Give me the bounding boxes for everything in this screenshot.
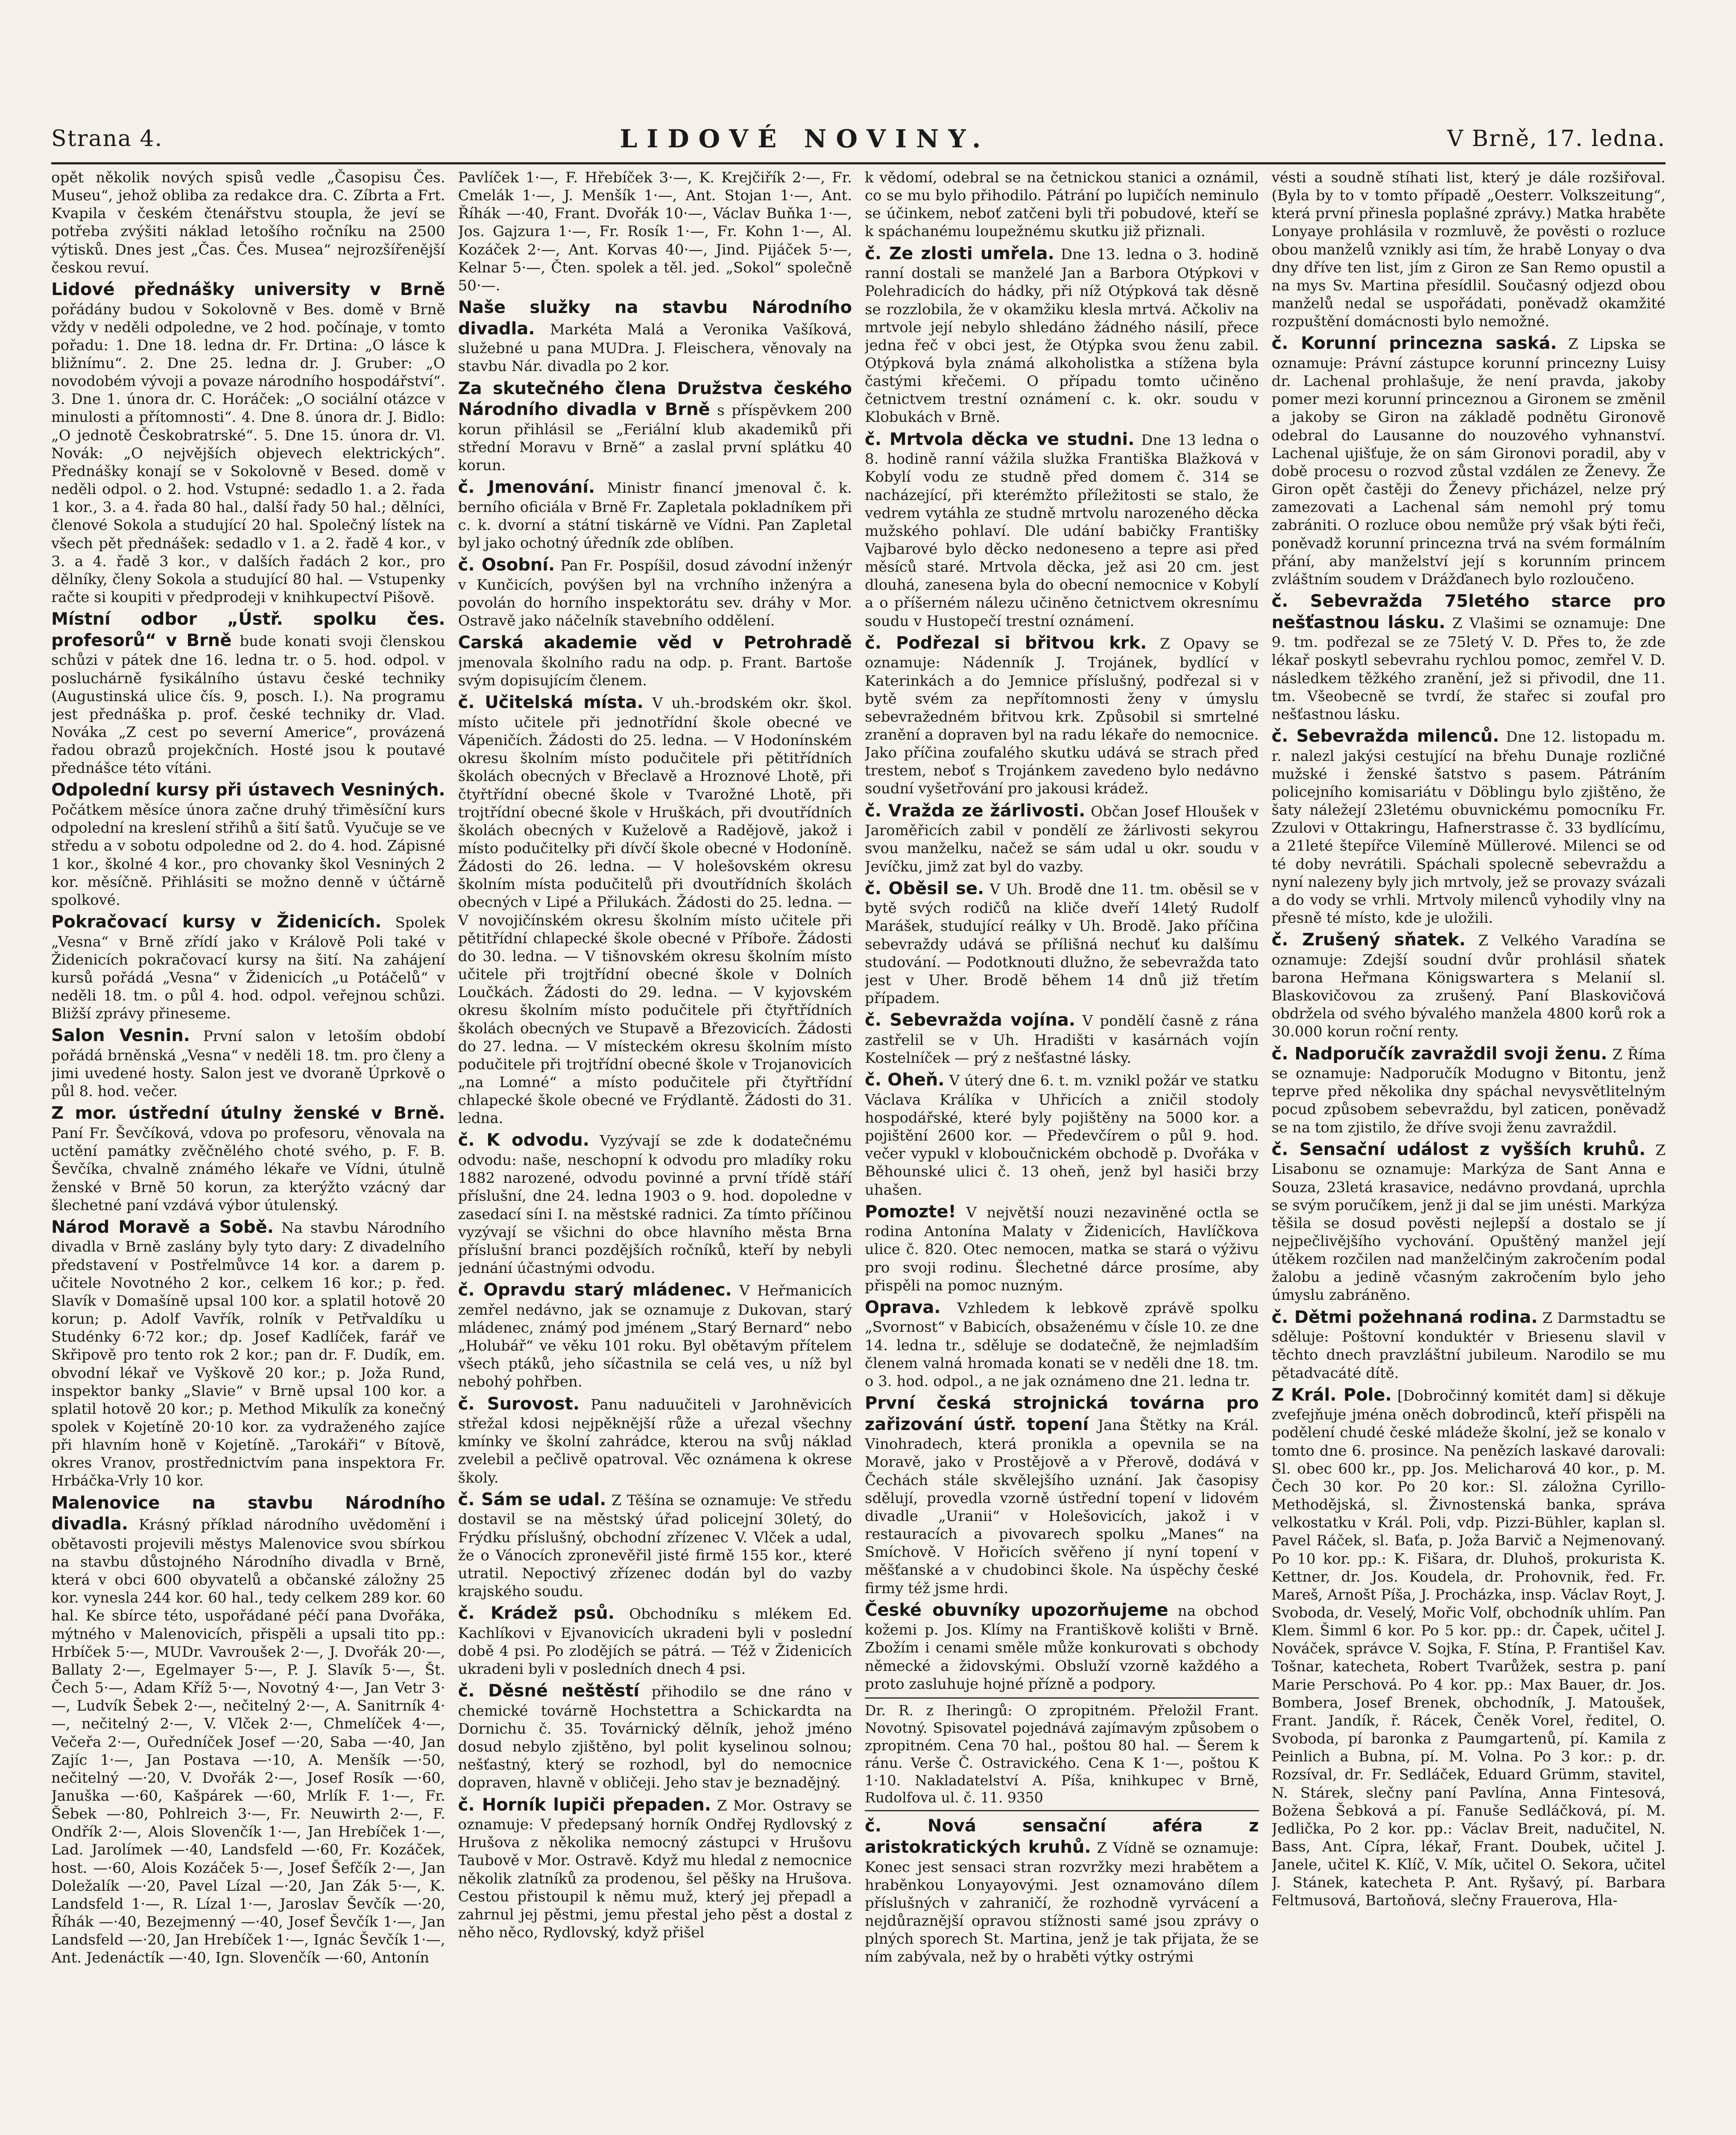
- article: [458, 1489, 852, 1600]
- article: [458, 1280, 852, 1391]
- article: [865, 1816, 1259, 1966]
- article: [458, 1795, 852, 1942]
- article-heading: Salon Vesnin.: [51, 1026, 190, 1046]
- article-heading: č. Krádež psů.: [458, 1603, 615, 1623]
- article: [458, 297, 852, 376]
- article-body: jmenovala školního radu na odp. p. Frant. Bartoše svým dopisujícím členem.: [458, 654, 852, 690]
- article: [865, 1600, 1259, 1693]
- article: [865, 429, 1259, 630]
- article: [865, 633, 1259, 798]
- article-body: na obchod kožemi p. Jos. Klímy na Františkově kolišti v Brně. Zbožím i cenami směle může konkurovati s obchody německé a židovskými. Obsluží vzorně každého a proto zasluhuje hojné přízně a podpory.: [865, 1602, 1259, 1693]
- article-heading: č. Sebevražda milenců.: [1271, 726, 1499, 746]
- article: [51, 1025, 445, 1100]
- article: [1272, 1385, 1666, 1910]
- article: [865, 169, 1259, 241]
- article-heading: Místní odbor „Ústř. spolku čes. profesorů“ v Brně: [51, 609, 445, 650]
- article: [1272, 726, 1666, 927]
- article: [458, 632, 852, 690]
- article: [458, 1681, 852, 1792]
- article-body: Vyzývají se zde k dodatečnému odvodu: naše, neschopní k odvodu pro mladíky roku 1882 narozené, odvodu povinné a první třídě stáří příslušní, dne 24. ledna 1903 o 9. hod. dopoledne v zasedací síni I. na městské radnici. Za tímto příčinou vyzývají se všichni do obce hlavního města Brna příslušní branci pozdějších ročníků, kteří by nebyli jednání účastnými odvodu.: [458, 1132, 852, 1277]
- article-body: k vědomí, odebral se na četnickou stanici a oznámil, co se mu bylo přihodilo. Pátrání po lupičích neminulo se účinkem, neboť zatčeni byli tři pobudové, kteří se k spáchanému loupežnému skutku již přiznali.: [865, 169, 1259, 240]
- article: [865, 1297, 1259, 1390]
- article-body: Z Velkého Varadína se oznamuje: Zdejší soudní dvůr prohlásil sňatek barona Heřmana Königswartera s Melanií sl. Blaskovičovou za zrušený. Paní Blaskovičová obdržela od svého bývalého manžela 4800 korů rok a 30.000 korun roční renty.: [1271, 932, 1666, 1041]
- article-body: opět několik nových spisů vedle „Časopisu Čes. Museu“, jehož obliba za redakce dra. C. Zíbrta a Frt. Kvapila v českém čtenářstvu stoupla, že jeví se potřeba zvýšiti náklad letošího ročníku na 2500 výtisků. Dnes jest „Čas. Čes. Musea“ nejrozšířenější českou revuí.: [51, 169, 445, 276]
- article-body: V pondělí časně z rána zastřelil se v Uh. Hradišti v kasárnách vojín Kostelníček — prý z nešťastné lásky.: [865, 1012, 1259, 1067]
- article-heading: č. Sám se udal.: [458, 1489, 606, 1509]
- article-body: s příspěvkem 200 korun přihlásil se „Feriální klub akademiků při střední Moravu v Brně“ a zaslal první splátku 40 korun.: [458, 402, 852, 474]
- article-heading: č. Učitelská místa.: [458, 693, 644, 713]
- article-body: Dne 12. listopadu m. r. nalezl jakýsi cestující na břehu Dunaje rozličné mužské i ženské šatstvo s pasem. Pátráním policejního komisariátu v Döblingu bylo zjištěno, že šaty náležejí 23letému obuvnickému pomocníku Fr. Zzulovi v Ottakringu, Hafnerstrasse č. 33 bydlícímu, a 21leté štepířce Vilemíně Müllerové. Milenci se od té doby nevrátili. Spáchali spolecně sebevraždu a nyní nalezeny byly jich mrtvoly, jež se provazy svázali a do vody se vrhli. Mrtvoly milenců vyhodily vlny na přesně té místo, kde je uložili.: [1271, 728, 1666, 927]
- header-rule: [51, 162, 1666, 164]
- article: [865, 801, 1259, 876]
- article-body: V uh.-brodském okr. škol. místo učitele při jednotřídní škole obecné ve Vápeničích. Žádosti do 25. ledna. — V Hodonínském okresu školním místo podučitele při pětitřídních školách obecných v Břeclavě a Hroznové Lhotě, při čtyřtřídní obecné škole v Tvarožné Lhotě, při trojtřídní obecné škole v Hruškách, při dvoutřídních školách obecných v Kuželově a Radějově, jakož i místo podučitelky při dívčí škole obecné v Hodoníně. Žádosti do 26. ledna. — V holešovském okresu školním místa podučitelů při dvoutřídních školách obecných v Lipé a Přilukách. Žádosti do 25. ledna. — V novojičínském okresu školním místo učitele při pětitřídní chlapecké škole obecné v Příboře. Žádosti do 30. ledna. — V tišnovském okresu školním místo učitele při trojtřídní obecné škole v Dolních Loučkách. Žádosti do 29. ledna. — V kyjovském okresu školním místo podučitele při čtyřtřídních školách obecných ve Stupavě a Březovicích. Žádosti do 27. ledna. — V místeckém okresu školním místo podučitele při trojtřídní obecné škole v Trojanovicích „na Lomné“ a místo podučitele při čtyřtřídní chlapecké škole obecné ve Frýdlantě. Žádosti do 31. ledna.: [458, 695, 852, 1127]
- article: [1272, 169, 1666, 330]
- article-body: V úterý dne 6. t. m. vznikl požár ve statku Václava Králíka v Uhřicích a zničil stodoly hospodářské, které byly pojištěny na 5000 kor. a pojištění 2600 kor. — Předevčírem o půl 9. hod. večer vypukl v kloboučnickém obchodě p. Dvořáka v Běhounské ulici č. 13 oheň, jenž byl hasiči brzy uhašen.: [865, 1072, 1259, 1199]
- article-heading: č. Dětmi požehnaná rodina.: [1271, 1307, 1538, 1327]
- article-heading: První česká strojnická továrna pro zařizování ústř. topení: [865, 1393, 1259, 1434]
- article: [51, 169, 445, 277]
- article-body: Panu naduučiteli v Jarohněvicích střežal kdosi nejpěknější růže a uřezal všechny kmínky ve školní zahrádce, kterou na svůj náklad zvelebil a pečlivě opatroval. Věc oznámena k okrese školy.: [458, 1396, 852, 1486]
- article-body: Z Lisabonu se oznamuje: Markýza de Sant Anna e Souza, 23letá krasavice, nedávno provdaná, uprchla se svým poručíkem, jenž ji dal se jim unésti. Markýza těšila se dosud pověsti nejlepší a dostalo se jí nejpečlivějšího vychování. Opuštěný manžel její útěkem rozčilen nad manželčiným zakročením podal žalobu a jedině včasným zakročením bylo jeho úmyslu zabráněno.: [1271, 1141, 1666, 1304]
- article-body: Spolek „Vesna“ v Brně zřídí jako v Králově Poli také v Židenicích pokračovací kursy na šití. Na zahájení kursů pořádá „Vesna“ v Židenicích „u Potáčelů“ v neděli 18. tm. o půl 4. hod. odpol. veřejnou schůzi. Bližší zprávy přineseme.: [51, 914, 445, 1023]
- article: [865, 878, 1259, 1008]
- article-heading: č. Opravdu starý mládenec.: [458, 1280, 732, 1300]
- article-body: Paní Fr. Ševčíková, vdova po profesoru, věnovala na uctění památky zvěčnělého choté svého, p. F. B. Ševčíka, chvalně známého lékaře ve Vídni, útulně ženské v Brně 50 korun, za kterýžto vzácný dar šlechetné paní vzdává výbor útulenský.: [51, 1125, 445, 1214]
- article-body: Dne 13. ledna o 3. hodině ranní dostali se manželé Jan a Barbora Otýpkovi v Polehradicích do hádky, při níž Otýpková tak děsně se rozzlobila, že v okamžiku klesla mrtvá. Ačkoliv na mrtvole její nebylo shledáno žádného násilí, přece jedna řeč v obci jest, že Otýpka svou ženu zabil. Otýpková byla známá alkoholistka a stížena byla častými křečemi. O případu tomto učiněno četnictvem trestní oznámení c. k. okr. soudu v Klobukách v Brně.: [865, 246, 1259, 426]
- article: [51, 780, 445, 909]
- article: [458, 477, 852, 552]
- article-heading: č. Surovost.: [458, 1394, 580, 1414]
- article-body: Občan Josef Hloušek v Jaroměřicích zabil v pondělí ze žárlivosti sekyrou svou manželku, načež se sám udal u okr. soudu v Jevíčku, jimž zat byl do vazby.: [865, 803, 1259, 875]
- article-heading: č. Oheň.: [865, 1070, 945, 1090]
- article: [1272, 591, 1666, 723]
- article-heading: č. Zrušený sňatek.: [1271, 930, 1466, 950]
- article: [458, 1130, 852, 1277]
- article-body: Z Mor. Ostravy se oznamuje: V předepsaný horník Ondřej Rydlovský z Hrušova z několika nemocný zástupci v Hrušovu Taubově v Mor. Ostravě. Když mu hledal z nemocnice několik zlatníků za prodenou, šel pěšky na Hrušova. Cestou přistoupil k němu muž, který jej přepadl a zahrnul jej pěstmi, jemu přestal jeho pěst a dostal z něho něco, Rydlovský, když přišel: [458, 1797, 852, 1942]
- article: [51, 279, 445, 606]
- article-body: vésti a soudně stíhati list, který je dále rozšiřoval. (Byla by to v tomto případě „Oesterr. Volkszeitung“, která první přinesla poplašné zprávy.) Matka hraběte Lonyaye prohlásila v rozmluvě, že pověsti o rozluce obou manželů vznikly asi tím, že hrabě Lonyay o dva dny dříve ten list, jím z Giron ze San Remo opustil a na mys Sv. Martina přesídlil. Současný odjezd obou manželů nedal se uspořádati, poněvadž okamžité rozpuštění domácnosti bylo nemožné.: [1271, 169, 1666, 330]
- article-heading: České obuvníky upozorňujeme: [865, 1600, 1168, 1620]
- article-body: [Dobročinný komitét dam] si děkuje zvefejňuje jména oněch dobrodinců, kteří přispěli na podělení chudé české mládeže školní, jež se konalo v tomto dne 6. prosince. Na penězích laskavé darovali: Sl. obec 600 kr., pp. Jos. Melicharová 40 kor., p. M. Čech 30 kor. Po 20 kor.: Sl. záložna Cyrillo-Methodějská, sl. Živnostenská banka, správa velkostatku v Král. Poli, vdp. Pizzi-Bühler, kaplan sl. Pavel Ráček, sl. Baťa, p. Joža Barvič a Nejmenovaný. Po 10 kor. pp.: K. Fišara, dr. Dluhoš, prokurista K. Kettner, dr. Jos. Koudela, dr. Prohovnik, řed. Fr. Mareš, Arnošt Píša, J. Procházka, insp. Václav Royt, J. Svoboda, dr. Veselý, Mořic Volf, obchodník uhlím. Pan Klem. Šimml 6 kor. Po 5 kor. pp.: dr. Čapek, učitel J. Nováček, správce V. Sojka, F. Stína, P. Františel Kav. Tošnar, katecheta, Robert Tvarůžek, sestra p. paní Marie Perschová. Po 4 kor. pp.: Max Bauer, dr. Jos. Bombera, Josef Brenek, obchodník, J. Matoušek, Frant. Jandík, ř. Rácek, Čeněk Vorel, ředitel, O. Svoboda, pí baronka z Paumgartenů, pí. Kamila z Peinlich a Bubna, pí. M. Volna. Po 3 kor.: p. dr. Rozsíval, dr. Fr. Sedláček, Eduard Grümm, stavitel, N. Stárek, slečny paní Pavlína, Anna Fintesová, Božena Šebková a pí. Fanuše Sedláčková, pí. M. Jedlička, Po 2 kor. pp.: Václav Breit, nadučitel, N. Bass, Ant. Cípra, lékař, Frant. Doubek, učitel J. Janele, učitel K. Klíč, V. Mík, učitel O. Sekora, učitel J. Stánek, katecheta P. Ant. Ryšavý, pí. Barbara Feltmusová, Bartoňová, slečny Frauerova, Hla-: [1271, 1387, 1666, 1910]
- article-heading: Naše služky na stavbu Národního divadla.: [458, 298, 852, 339]
- article-heading: č. Ze zlosti umřela.: [865, 243, 1054, 263]
- article: [458, 692, 852, 1127]
- article-body: Krásný příklad národního uvědomění i obětavosti projevili městys Malenovice svou sbírkou na stavbu důstojného Národního divadla v Brně, která v obci 600 obyvatelů a občanské záložny 25 kor. vynesla 244 kor. 60 hal., tedy celkem 289 kor. 60 hal. Ke sbírce této, uspořádané péčí pana Dvořáka, mýtného v Malenovicích, přispěli a upsali tito pp.: Hrbíček 5·—, MUDr. Vavroušek 2·—, J. Dvořák 20·—, Ballaty 2·—, Egelmayer 5·—, P. J. Slavík 5·—, Št. Čech 5·—, Adam Kříž 5·—, Novotný 4·—, Jan Vetr 3·—, Ludvík Šebek 2·—, nečitelný 2·—, A. Sanitrník 4·—, nečitelný 2·—, V. Vlček 2·—, Chmelíček 4·—, Večeřa 2·—, Ouředníček Josef —·20, Saba —·40, Jan Zajíc 1·—, Jan Postava —·10, A. Menšík —·50, nečitelný —·20, V. Dvořák 2·—, Josef Rosík —·60, Januška —·60, Kašpárek —·60, Mrlík F. 1·—, Fr. Šebek —·80, Pohlreich 3·—, Fr. Neuwirth 2·—, F. Ondřík 2·—, Alois Slovenčík 1·—, Jan Hrebíček 1·—, Lad. Jarolímek —·40, Landsfeld —·60, Fr. Kozáček, host. —·60, Alois Kozáček 5·—, Josef Šefčík 2·—, Jan Doležalík —·20, Pavel Lízal —·20, Jan Zák 5·—, K. Landsfeld 1·—, R. Lízal 1·—, Jaroslav Ševčík —·20, Říhák —·40, Bezejmenný —·40, Josef Ševčík 1·—, Jan Landsfeld —·20, Jan Hrebíček 1·—, Ignác Ševčík 1·—, Ant. Jedenáctík —·40, Ign. Slovenčík —·60, Antonín: [51, 1516, 445, 1967]
- article-heading: Oprava.: [865, 1297, 941, 1317]
- article-heading: Lidové přednášky university v Brně: [51, 279, 445, 299]
- article: [1272, 1307, 1666, 1382]
- article-body: V Heřmanicích zemřel nedávno, jak se oznamuje z Dukovan, starý mládenec, známý pod jménem „Starý Bernard“ nebo „Holubář“ ve věku 101 roku. Byl obětavým přítelem všech ptáků, jeho síčastnila se celá ves, u níž byl nebohý pohřben.: [458, 1282, 852, 1391]
- article-body: Z Darmstadtu se sděluje: Poštovní konduktér v Briesenu slavil v těchto dnech pravzláštní jubileum. Narodilo se mu pětadvacáté dítě.: [1271, 1309, 1666, 1382]
- article: [1272, 333, 1666, 588]
- column-3: [865, 169, 1259, 2135]
- article-heading: č. Nová sensační aféra z aristokratických kruhů.: [865, 1816, 1259, 1857]
- article-body: Z Vídně se oznamuje: Konec jest sensaci stran rozvržky mezi hrabětem a hraběnkou Lonyayovými. Jest oznamováno dílem příslušných v zahraničí, že rozhodně vyrvácení a nejdůraznější opravou stížnosti samé jsou zprávy o plných sporech St. Martina, jenž je tak přijata, že se ním zabývala, než by o hraběti výtky ostrými: [865, 1839, 1259, 1966]
- article-body: Markéta Malá a Veronika Vašíková, služebné u pana MUDra. J. Fleischera, věnovaly na stavbu Nár. divadla po 2 kor.: [458, 321, 852, 375]
- article: [51, 609, 445, 777]
- newspaper-title: LIDOVÉ NOVINY.: [620, 124, 990, 153]
- article-heading: Národ Moravě a Sobě.: [51, 1217, 274, 1237]
- article-columns: [51, 169, 1666, 2135]
- article-body: Počátkem měsíce února začne druhý třiměsíční kurs odpolední na kreslení střihů a šití šatů. Vyučuje se ve středu a v sobotu odpoledne od 2. do 4. hod. Zápisné 1 kor., školné 4 kor., pro chovanky škol Vesniných 2 kor. měsíčně. Přihlásiti se možno denně v účtárně spolkové.: [51, 801, 445, 909]
- advertisement: [865, 1697, 1259, 1811]
- article-body: V Uh. Brodě dne 11. tm. oběsil se v bytě svých rodičů na kliče dveří 14letý Rudolf Marášek, studující reálky v Uh. Brodě. Jako příčina sebevraždy udává se přílišná nechuť ku dalšímu studování. — Podotknouti dlužno, že sebevražda tato jest v Uher. Brodě během 14 dnů již třetím případem.: [865, 880, 1259, 1007]
- column-4: [1272, 169, 1666, 2135]
- article-body: Z Vlašimi se oznamuje: Dne 9. tm. podřezal se ze 75letý V. D. Přes to, že zde lékař poskytl sebevrahu rychlou pomoc, zemřel V. D. následkem těžkého zranění, jež si přivodil, dne 11. tm. Všeobecně se tvrdí, že stařec si zoufal pro nešťastnou lásku.: [1271, 614, 1666, 723]
- article: [51, 1217, 445, 1490]
- article: [1272, 1139, 1666, 1304]
- article-heading: č. Podřezal si břitvou krk.: [865, 633, 1147, 653]
- article-body: Z Těšína se oznamuje: Ve středu dostavil se na městský úřad policejní 30letý, do Frýdku příslušný, obchodní zřízenec V. Vlček a udal, že o Vánocích zpronevěřil jisté firmě 155 kor., které utratil. Nepoctivý zřízenec dodán byl do vazby krajského soudu.: [458, 1492, 852, 1600]
- page-number: Strana 4.: [51, 126, 163, 152]
- article-body: pořádány budou v Sokolovně v Bes. domě v Brně vždy v neděli odpoledne, ve 2 hod. počínaje, v tomto pořadu: 1. Dne 18. ledna dr. Fr. Drtina: „O lásce k bližnímu“. 2. Dne 25. ledna dr. J. Gruber: „O novodobém vývoji a povaze národního hospodářství“. 3. Dne 1. února dr. C. Horáček: „O sociální otázce v minulosti a přítomnosti“. 4. Dne 8. února dr. J. Bidlo: „O jednotě Českobratrské“. 5. Dne 15. února dr. Vl. Novák: „O nejvějších objevech elektrických“. Přednášky konají se v Sokolovně v Besed. domě v neděli odpol. o 2. hod. Vstupné: sedadlo 1. a 2. řada 1 kor., 3. a 4. řada 80 hal., další řady 50 hal.; dělníci, členové Sokola a studující 20 hal. Společný lístek na všech pět přednášek: sedadlo v 1. a 2. řadě 4 kor., v 3. a 4. řadě 3 kor., v dalších řadách 2 kor., pro dělníky, členy Sokola a studující 80 hal. — Vstupenky račte si koupiti v předprodeji v knihkupectví Pišově.: [51, 301, 445, 606]
- article-heading: č. Jmenování.: [458, 477, 595, 497]
- article: [458, 169, 852, 295]
- column-2: [458, 169, 852, 2135]
- article: [458, 555, 852, 630]
- article-body: Jana Štětky na Král. Vinohradech, která pronikla a opevnila se na Moravě, jako v Prostějově a v Přerově, dodává v Čechách stále skvělejšího uznání. Jak časopisy sdělují, provedla vzorně ústřední topení v lidovém divadle „Uranii“ v Holešovicích, jakož i v restauracích a pivovarech spolku „Manes“ na Smíchově. V Hořicích svěřeno jí nyní topení v měšťanské a v chudobinci škole. Na úspěchy české firmy též jsme hrdi.: [865, 1416, 1259, 1597]
- article-body: Dr. R. z Iheringů: O zpropitném. Přeložil Frant. Novotný. Spisovatel pojednává zajímavým způsobem o zpropitném. Cena 70 hal., poštou 80 hal. — Šerem k ránu. Verše Č. Ostravického. Cena K 1·—, poštou K 1·10. Nakladatelství A. Píša, knihkupec v Brně, Rudolfova ul. č. 11. 9350: [865, 1702, 1259, 1806]
- article-body: Na stavbu Národního divadla v Brně zaslány byly tyto dary: Z divadelního představení v Postřelmůvce 14 kor. a darem p. učitele Novotného 2 kor., celkem 16 kor.; p. řed. Slavík v Domašíně upsal 100 kor. a splatil hotově 20 korun; p. Adolf Vavřík, rolník v Petřvaldíku u Studénky 6·72 kor.; dp. Josef Kadlíček, farář ve Skřipově pro tento rok 2 kor.; pan dr. F. Dudík, em. obvodní lékař ve Vyškově 20 kor.; p. Joža Rund, inspektor banky „Slavie“ v Brně upsal 100 kor. a splatil hotově 20 kor.; p. Method Mikulík za konečný spolek v Kojetíně 20·10 kor. za vydraženého zajíce při hlavním honě v Kojetíně. „Tarokáři“ v Bítově, okres Vranov, prostřednictvím pana inspektora Fr. Hrbáčka-Vrly 10 kor.: [51, 1219, 445, 1490]
- article: [1272, 1044, 1666, 1137]
- page-header: [51, 120, 1666, 158]
- article-heading: č. Sebevražda vojína.: [865, 1010, 1075, 1030]
- article-body: Dne 13 ledna o 8. hodině ranní vážila služka Františka Blažková v Kobylí vodu ze studně před domem č. 314 se nacházející, při kterémžto příležitosti se stalo, že vedrem vytáhla ze studně mrtvolu narozeného děcka mužského pohlaví. Dle udání babičky Františky Vajbarové bylo děcko nedoneseno a tepre asi před měsíců staré. Mrtvola děcka, jež asi 20 cm. jest dlouhá, zanesena byla do obecní nemocnice v Kobylí a o příšerném nálezu učiněno četnictvem okresnímu soudu v Hustopečí trestní oznámení.: [865, 431, 1259, 630]
- article-heading: Carská akademie věd v Petrohradě: [458, 633, 852, 653]
- article-body: Z Říma se oznamuje: Nadporučík Modugno v Bitontu, jenž teprve před několika dny spáchal nevysvětlitelným pocud způsobem sebevraždu, byl zaticen, poněvadž se na tom zjistilo, že dříve svoji ženu zavraždil.: [1271, 1046, 1666, 1136]
- article-heading: Z mor. ústřední útulny ženské v Brně.: [51, 1103, 445, 1123]
- article-heading: č. Sensační událost z vyšších kruhů.: [1271, 1139, 1646, 1159]
- article: [51, 912, 445, 1023]
- article: [865, 1393, 1259, 1597]
- article: [458, 1603, 852, 1678]
- article-body: přihodilo se dne ráno v chemické továrně Hochstettra a Schickardta na Dornichu č. 35. Továrnický dělník, jehož jméno dosud nebylo zjištěno, byl polit kyselinou solnou; nešťastný, který se rozhodl, byl do nemocnice dopraven, hlavně v obličeji. Jeho stav je beznadějný.: [458, 1683, 852, 1792]
- article-heading: č. K odvodu.: [458, 1130, 589, 1150]
- article-heading: Malenovice na stavbu Národního divadla.: [51, 1493, 445, 1534]
- article: [1272, 930, 1666, 1041]
- article-heading: č. Sebevražda 75letého starce pro nešťastnou lásku.: [1271, 591, 1666, 632]
- article-heading: Z Král. Pole.: [1271, 1385, 1392, 1405]
- article-body: Vzhledem k lebkově zprávě spolku „Svornost“ v Babicích, obsaženému v čísle 10. ze dne 14. ledna tr., sděluje se dodatečně, že nejmladším členem valná hromada konati se v neděli dne 18. tm. o 3. hod. odpol., a ne jak oznámeno dne 21. ledna tr.: [865, 1299, 1259, 1390]
- column-1: [51, 169, 445, 2135]
- article: [51, 1103, 445, 1214]
- article: [458, 378, 852, 475]
- article-heading: č. Mrtvola děcka ve studni.: [865, 429, 1135, 449]
- article: [51, 1493, 445, 1967]
- article-heading: č. Osobní.: [458, 555, 555, 575]
- article: [458, 1394, 852, 1487]
- article: [865, 1070, 1259, 1199]
- article-heading: č. Vražda ze žárlivosti.: [865, 801, 1086, 821]
- article-heading: č. Horník lupiči přepaden.: [458, 1795, 711, 1815]
- issue-date: V Brně, 17. ledna.: [1447, 126, 1666, 152]
- article-body: bude konati svoji členskou schůzi v pátek dne 16. ledna tr. o 5. hod. odpol. v posluchárně fysikálního ústavu české techniky (Augustinská ulice čís. 9, posch. I.). Na programu jest přednáška p. prof. české techniky dr. Vlad. Nováka „Z cest po severní Americe“, provázená řadou obrazů projekčních. Hosté jsou k poutavé přednášce této vítáni.: [51, 632, 445, 777]
- article-body: Ministr financí jmenoval č. k. berního oficiála v Brně Fr. Zapletala pokladníkem při c. k. dvorní a státní tiskárně ve Vídni. Pan Zapletal byl jako ochotný úředník zde oblíben.: [458, 480, 852, 552]
- article-heading: č. Oběsil se.: [865, 878, 984, 898]
- article-heading: Odpolední kursy při ústavech Vesniných.: [51, 780, 445, 800]
- article-body: Z Opavy se oznamuje: Nádenník J. Trojánek, bydlící v Katerinkách a do Jemnice příslušný, podřezal si v bytě svém za nepřítomnosti ženy v úmyslu sebevražedném břitvou krk. Způsobil si smrtelné zranění a dopraven byl na radu lékaře do nemocnice. Jako příčina zoufalého skutku udává se strach před trestem, neboť s Trojánkem zavedeno bylo nedávno soudní vyšetřování pro jakousi krádež.: [865, 635, 1259, 798]
- article-heading: Pokračovací kursy v Židenicích.: [51, 912, 382, 932]
- article-body: Pan Fr. Pospíšil, dosud závodní inženýr v Kunčicích, povýšen byl na vrchního inženýra a povolán do horního inspektorátu sev. dráhy v Mor. Ostravě jako náčelník stavebního oddělení.: [458, 557, 852, 630]
- article-heading: Pomozte!: [865, 1202, 956, 1222]
- article: [865, 1010, 1259, 1067]
- article-body: Z Lipska se oznamuje: Právní zástupce korunní princezny Luisy dr. Lachenal prohlašuje, že není pravda, jakoby pomer mezi korunní princeznou a Gironem se změnil a jakoby se Giron na základě podnětu Gironově odebral do Lausanne do nouzového vyhnanství. Lachenal ujišťuje, že on sám Gironovi poradil, aby v době procesu o rozvod zůstal vzdálen ze Ženevy. Že Giron opět častěji do Ženevy přicházel, nelze prý zamezovati a Lachenal sám nemohl prý tomu zabrániti. O rozluce obou nemůže prý však býti řeči, poněvadž korunní princezna trvá na svém formálním přání, aby manželství její s korunním princem zvláštním soudem v Drážďanech bylo rozloučeno.: [1271, 336, 1666, 588]
- article: [865, 243, 1259, 427]
- article-heading: č. Děsné neštěstí: [458, 1681, 640, 1701]
- article-heading: č. Nadporučík zavraždil svoji ženu.: [1271, 1044, 1607, 1064]
- article-heading: č. Korunní princezna saská.: [1271, 333, 1557, 354]
- article-body: Pavlíček 1·—, F. Hřebíček 3·—, K. Krejčiřík 2·—, Fr. Cmelák 1·—, J. Menšík 1·—, Ant. Stojan 1·—, Ant. Říhák —·40, Frant. Dvořák 10·—, Václav Buňka 1·—, Jos. Gajzura 1·—, Fr. Rosík 1·—, Fr. Kohn 1·—, Al. Kozáček 2·—, Ant. Korvas 40·—, Jind. Pijáček 5·—, Kelnar 5·—, Čten. spolek a těl. jed. „Sokol“ společně 50·—.: [458, 169, 852, 294]
- article: [865, 1202, 1259, 1295]
- article-heading: Za skutečného člena Družstva českého Národního divadla v Brně: [458, 378, 852, 420]
- article-body: Obchodníku s mlékem Ed. Kachlíkovi v Ejvanovicích ukradeni byli v poslední době 4 psi. Po zlodějích se pátrá. — Též v Židenicích ukradeni byli v posledních dnech 4 psi.: [458, 1606, 852, 1678]
- article-body: První salon v letoším období pořádá brněnská „Vesna“ v neděli 18. tm. pro členy a jimi uvedené hosty. Salon jest ve dvoraně Úprkově o půl 8. hod. večer.: [51, 1028, 445, 1100]
- article-body: V největší nouzi nezaviněné octla se rodina Antonína Malaty v Židenicích, Havlíčkova ulice č. 820. Otec nemocen, matka se stará o výživu pro svoji rodinu. Šlechetné dárce prosíme, aby přispěli na pomoc nuzným.: [865, 1204, 1259, 1294]
